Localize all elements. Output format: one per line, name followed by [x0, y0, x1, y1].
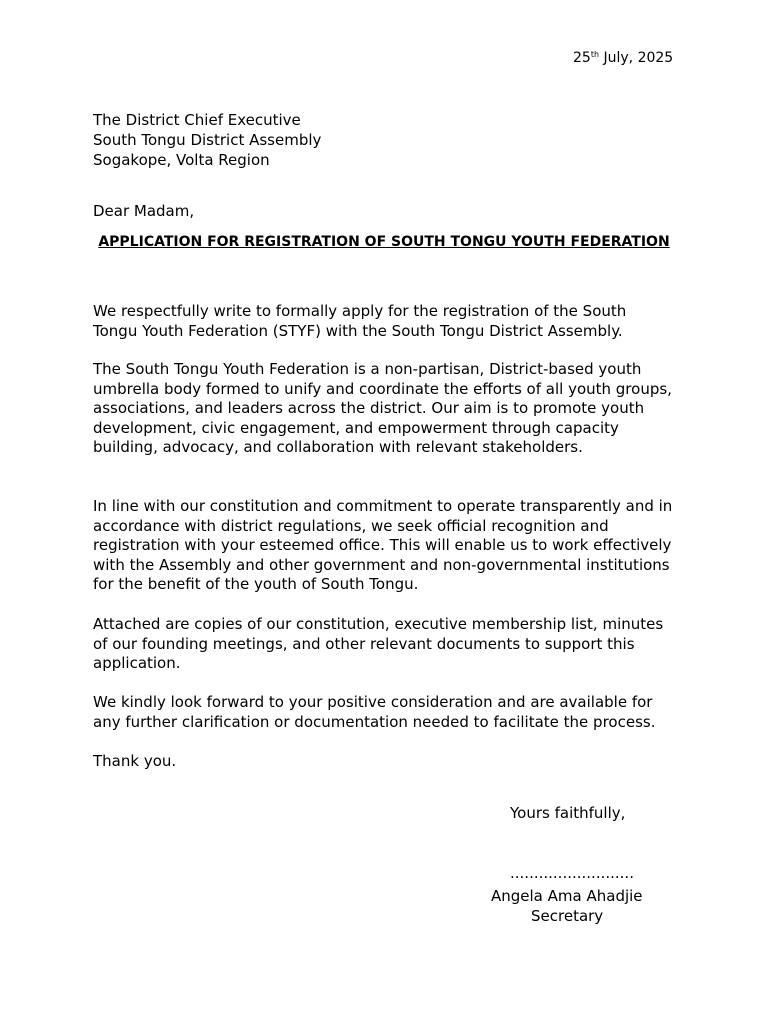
paragraph-intro: We respectfully write to formally apply for the registration of the South Tongu Youth Federation (STYF) with the South Tongu District Assembly.	[93, 302, 627, 340]
subject-heading: APPLICATION FOR REGISTRATION OF SOUTH TONGU YOUTH FEDERATION	[98, 234, 670, 250]
recipient-address	[93, 110, 321, 170]
letter-date	[573, 49, 673, 68]
complimentary-close: Yours faithfully,	[510, 804, 626, 822]
signatory-name: Angela Ama Ahadjie	[491, 887, 643, 905]
paragraph-closing: We kindly look forward to your positive consideration and are available for any further clarification or documentation needed to facilitate the process.	[93, 693, 656, 731]
thank-you: Thank you.	[93, 752, 177, 770]
signature-line: ..........................	[510, 864, 634, 882]
salutation: Dear Madam,	[93, 202, 195, 220]
date-day: 25	[573, 50, 591, 66]
signatory-title: Secretary	[531, 907, 604, 925]
paragraph-attachments: Attached are copies of our constitution, executive membership list, minutes of our founding meetings, and other relevant documents to support this application.	[93, 615, 664, 672]
date-suffix: th	[590, 50, 600, 59]
recipient-line-title: The District Chief Executive	[93, 111, 301, 129]
recipient-line-office: South Tongu District Assembly	[93, 131, 322, 149]
paragraph-request: In line with our constitution and commitment to operate transparently and in accordance with district regulations, we seek official recognition and registration with your esteemed office. This will enable us to work effectively with the Assembly and other government and non-governmental institutions for the benefit of the youth of South Tongu.	[93, 497, 673, 593]
recipient-line-location: Sogakope, Volta Region	[93, 151, 270, 169]
paragraph-about: The South Tongu Youth Federation is a non-partisan, District-based youth umbrella body formed to unify and coordinate the efforts of all youth groups, associations, and leaders across the district. Our aim is to promote youth development, civic engagement, and empowerment through capacity building, advocacy, and collaboration with relevant stakeholders.	[93, 360, 672, 456]
date-month-year: July, 2025	[599, 50, 674, 66]
